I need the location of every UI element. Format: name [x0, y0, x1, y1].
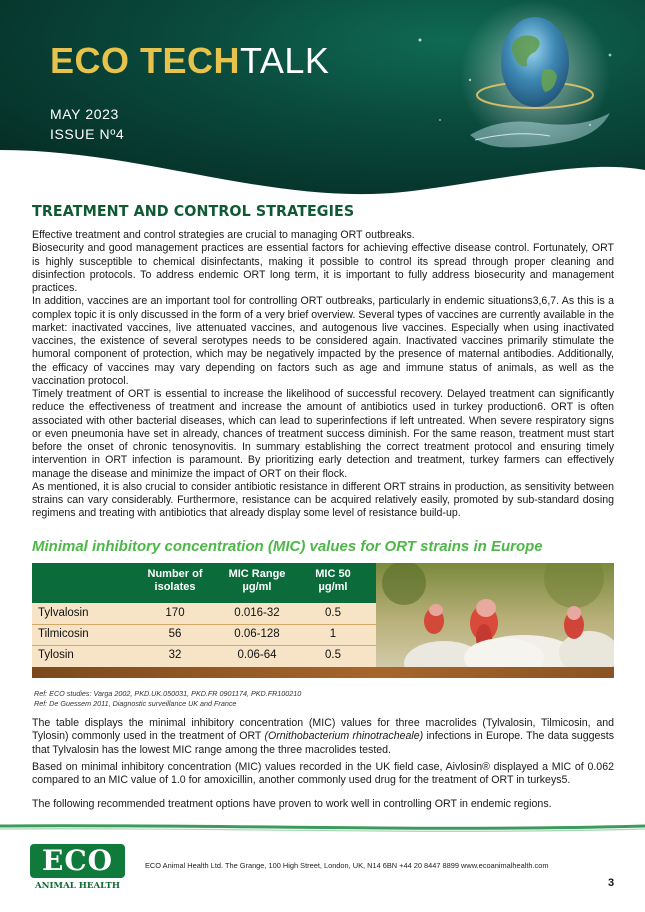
- issue-number: ISSUE Nº4: [50, 126, 125, 142]
- header-background: [0, 0, 645, 205]
- table-footer-bar: [32, 667, 614, 678]
- header-banner: [0, 0, 645, 205]
- species-name: (Ornithobacterium rhinotracheale): [264, 730, 424, 743]
- cell-isolates: 32: [168, 649, 182, 661]
- brand-title-part1: ECO TECH: [50, 40, 241, 81]
- brand-title: [50, 40, 329, 82]
- logo-mark: ECO: [30, 844, 125, 878]
- table-row: [32, 645, 376, 666]
- footer-contact: ECO Animal Health Ltd. The Grange, 100 High Street, London, UK, N14 6BN +44 20 8447 8899 www.ecoanimalhealth.com: [145, 861, 549, 870]
- turkey-photo: [374, 563, 614, 678]
- table-body: [32, 603, 376, 667]
- column-header: MIC 50 µg/ml: [315, 568, 351, 593]
- references: [34, 689, 301, 708]
- cell-range: 0.016-32: [234, 607, 280, 619]
- cell-mic50: 0.5: [325, 649, 341, 661]
- cell-isolates: 170: [165, 607, 185, 619]
- reference-line: Ref: De Guessem 2011, Diagnostic surveillance UK and France: [34, 698, 237, 708]
- cell-drug: Tilmicosin: [38, 628, 89, 640]
- mic-table: [32, 563, 376, 678]
- paragraph: As mentioned, it is also crucial to consider antibiotic resistance in different ORT strains in production, as sensitivity between strains can vary considerably. Furthermore, resistance can be acquired relatively easily, promoted by sub-standard dosing regimens and treating with antibiotics that already display some level of resistance build-up.: [32, 480, 614, 520]
- paragraph: In addition, vaccines are an important tool for controlling ORT outbreaks, particularly in endemic situations3,6,7. As this is a complex topic it is only discussed in the form of a very brief overview. Several types of vaccines are currently available in the market: inactivated vaccines, live attenuated vaccines, and autogenous live vaccines. Especially when using inactivated vaccines, the existence of several serotypes needs to be considered again. Inactivated vaccines primarily stimulate the humoral component of protection, which may be negatively impacted by the presence of maternal antibodies. Additionally, the efficacy of vaccines may vary depending on factors such as age and immune status of animals, as well as the vaccination protocol.: [32, 295, 614, 387]
- column-header: Number of isolates: [147, 568, 203, 593]
- mic-table-panel: [32, 563, 614, 678]
- brand-title-part2: TALK: [240, 40, 330, 81]
- section-title: TREATMENT AND CONTROL STRATEGIES: [32, 202, 355, 220]
- cell-range: 0.06-64: [237, 649, 277, 661]
- cell-isolates: 56: [168, 628, 182, 640]
- paragraph: Based on minimal inhibitory concentration (MIC) values recorded in the UK field case, Aivlosin® displayed a MIC of 0.062 compared to an MIC value of 1.0 for amoxicillin, another commonly used drug for the treatment of ORT in turkeys5.: [32, 761, 614, 787]
- table-header: [32, 563, 376, 603]
- cell-mic50: 0.5: [325, 607, 341, 619]
- column-header: MIC Range µg/ml: [228, 568, 286, 593]
- paragraph: Timely treatment of ORT is essential to increase the likelihood of successful recovery. Delayed treatment can significantly reduce the effectiveness of treatment and increase the amount of antibiotics used in turkey production6. ORT is often associated with other bacterial diseases, which can lead to superinfections if left untreated. When severe respiratory signs or even pneumonia have set in already, chances of treatment success diminish. For the same reason, treatment must start before the onset of chronic tenosynovitis. In summary establishing the correct treatment protocol and ensuring timely intervention in ORT infection is paramount. By prioritizing early detection and treatment, turkey farmers can effectively manage the disease and minimize the impact of ORT on their flock.: [32, 388, 614, 480]
- reference-line: Ref: ECO studies: Varga 2002, PKD.UK.050031, PKD.FR 0901174, PKD.FR100210: [34, 689, 302, 698]
- cell-drug: Tylosin: [38, 649, 74, 661]
- intro-text: [32, 229, 614, 521]
- paragraph: The following recommended treatment options have proven to work well in controlling ORT in endemic regions.: [32, 798, 552, 810]
- logo-subtitle: ANIMAL HEALTH: [35, 881, 120, 891]
- eco-animal-health-logo: [30, 844, 125, 894]
- table-row: [32, 624, 376, 645]
- table-row: [32, 603, 376, 624]
- cell-range: 0.06-128: [234, 628, 280, 640]
- table-summary-paragraph: [32, 717, 614, 757]
- issue-date: MAY 2023: [50, 106, 119, 122]
- mic-table-title: Minimal inhibitory concentration (MIC) values for ORT strains in Europe: [32, 538, 543, 555]
- text-run: infections in Europe. The data suggests that Tylvalosin has the lowest MIC range among the three macrolides tested.: [32, 730, 614, 756]
- paragraph: Effective treatment and control strategies are crucial to managing ORT outbreaks.: [32, 229, 415, 241]
- paragraph: Biosecurity and good management practices are essential factors for achieving effective disease control. Fortunately, ORT is highly susceptible to chemical disinfectants, making it possible to control its spread through proper cleaning and disinfection protocols. To address endemic ORT long term, it is important to fully address biosecurity and management practices.: [32, 242, 614, 294]
- text-run: The table displays the minimal inhibitory concentration (MIC) values for three macrolides (Tylvalosin, Tilmicosin, and Tylosin) commonly used in the treatment of ORT: [32, 717, 614, 743]
- page-number: 3: [608, 877, 615, 889]
- cell-drug: Tylvalosin: [38, 607, 89, 619]
- cell-mic50: 1: [329, 628, 337, 640]
